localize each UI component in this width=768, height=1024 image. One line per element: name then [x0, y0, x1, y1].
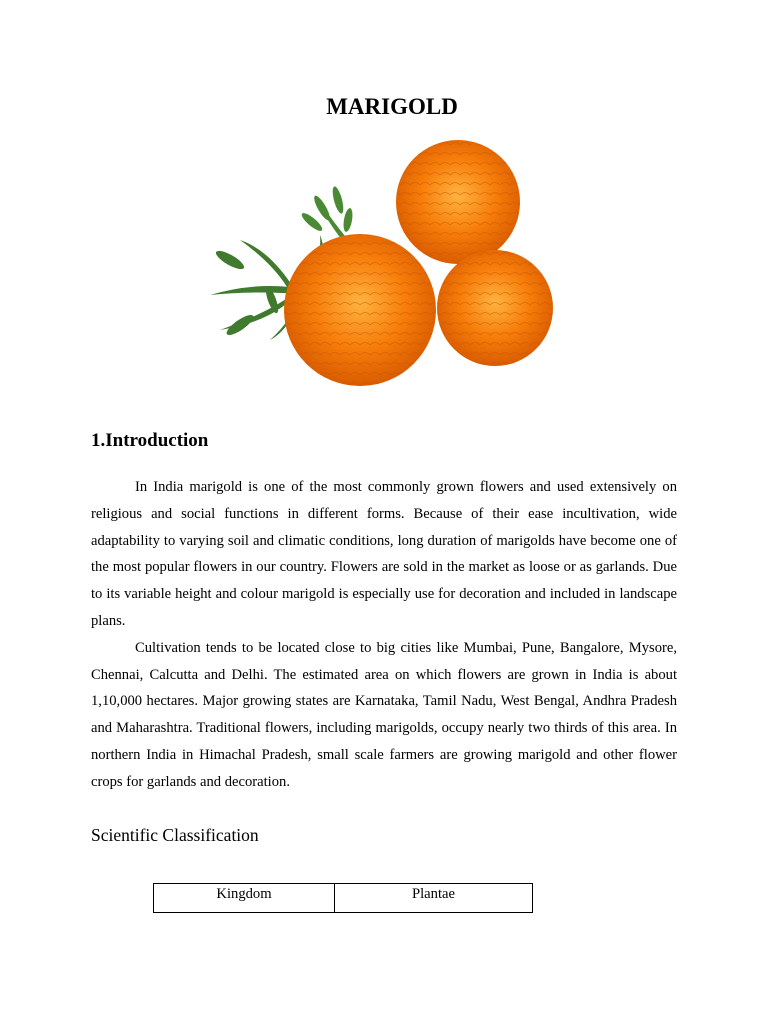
- sub-heading-scientific-classification: Scientific Classification: [91, 825, 259, 845]
- paragraph: Cultivation tends to be located close to big cities like Mumbai, Pune, Bangalore, Mysore, Chennai, Calcutta and Delhi. The estimated area on which flowers are grown in India is about 1,10,000 hectares. Major growing states are Karnataka, Tamil Nadu, West Bengal, Andhra Pradesh and Maharashtra. Traditional flowers, including marigolds, occupy nearly two thirds of this area. In northern India in Himachal Pradesh, small scale farmers are growing marigold and other flower crops for garlands and decoration.: [91, 639, 677, 790]
- page-title: MARIGOLD: [326, 94, 458, 119]
- marigold-flower-right: [437, 250, 553, 366]
- marigold-image: [200, 140, 560, 390]
- marigold-flower-left: [284, 234, 436, 386]
- marigold-flower-top: [396, 140, 520, 264]
- classification-value: Plantae: [335, 884, 533, 913]
- classification-rank: Kingdom: [154, 884, 335, 913]
- table-row: [154, 884, 533, 913]
- introduction-body: [91, 474, 677, 796]
- classification-table: [153, 883, 533, 913]
- paragraph: In India marigold is one of the most commonly grown flowers and used extensively on religious and social functions in different forms. Because of their ease incultivation, wide adaptability to varying soil and climatic conditions, long duration of marigolds have become one of the most popular flowers in our country. Flowers are sold in the market as loose or as garlands. Due to its variable height and colour marigold is especially use for decoration and included in landscape plans.: [91, 479, 677, 629]
- section-heading-introduction: 1.Introduction: [91, 430, 209, 451]
